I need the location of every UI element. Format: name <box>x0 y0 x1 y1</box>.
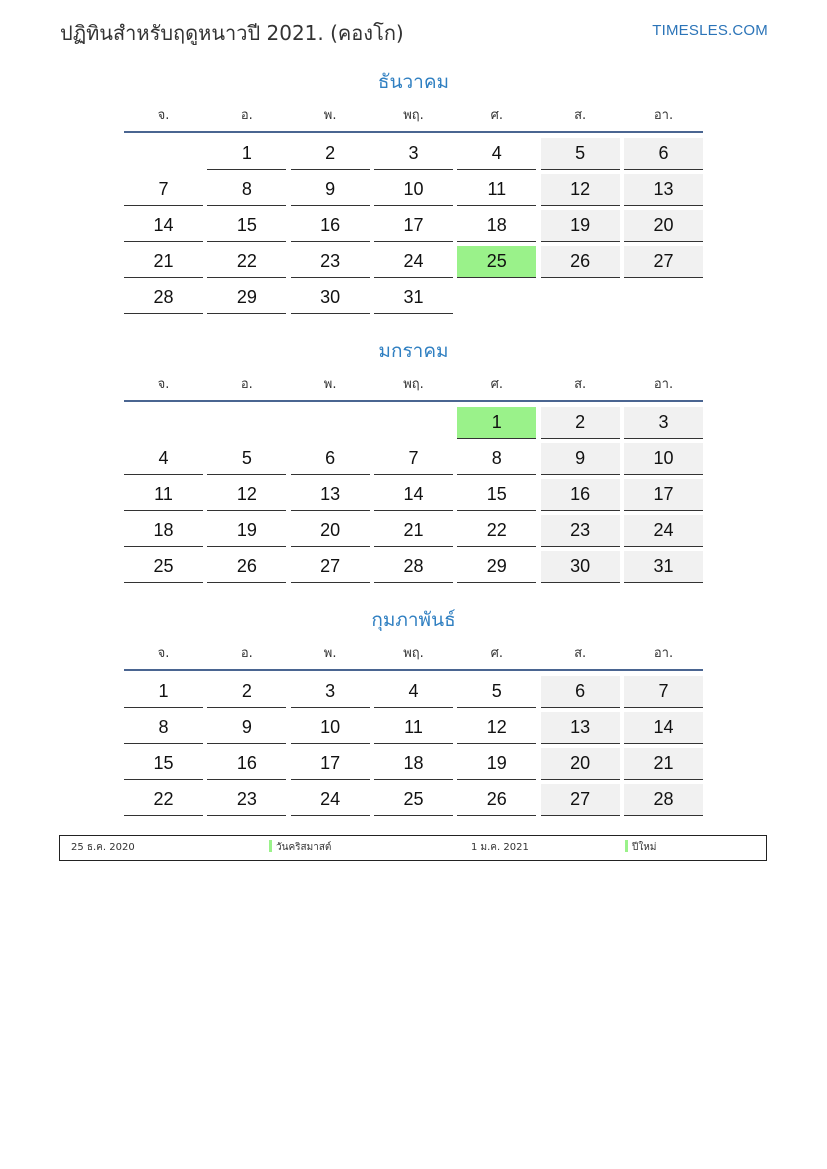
weekday-label: จ. <box>157 377 170 392</box>
day-cell: 22 <box>457 515 536 547</box>
day-cell: 23 <box>541 515 620 547</box>
legend-holiday-1 <box>269 836 331 860</box>
day-cell: 29 <box>207 282 286 314</box>
day-cell: 29 <box>457 551 536 583</box>
day-cell: 24 <box>374 246 453 278</box>
day-cell: 25 <box>374 784 453 816</box>
day-cell: 15 <box>124 748 203 780</box>
holiday-legend <box>59 835 767 861</box>
day-cell: 18 <box>374 748 453 780</box>
weekday-label: อา. <box>653 108 674 123</box>
day-cell: 22 <box>207 246 286 278</box>
weekday-label: อา. <box>653 377 674 392</box>
day-cell: 18 <box>457 210 536 242</box>
day-cell: 28 <box>124 282 203 314</box>
page-title: ปฏิทินสำหรับฤดูหนาวปี 2021. (คองโก) <box>60 21 404 45</box>
weekday-label: จ. <box>157 108 170 123</box>
day-cell: 7 <box>124 174 203 206</box>
legend-label-1: วันคริสมาสต์ <box>276 842 332 853</box>
day-cell: 12 <box>541 174 620 206</box>
weekday-header <box>124 640 703 671</box>
day-cell: 20 <box>624 210 703 242</box>
weekday-label: ศ. <box>490 108 503 123</box>
day-cell: 19 <box>541 210 620 242</box>
weekday-header <box>124 102 703 133</box>
site-logo[interactable]: TIMESLES.COM <box>652 22 768 39</box>
empty-day-cell <box>124 138 203 170</box>
day-cell: 30 <box>291 282 370 314</box>
day-grid <box>124 138 703 314</box>
month-calendar <box>124 331 703 583</box>
day-cell: 17 <box>624 479 703 511</box>
day-cell: 4 <box>124 443 203 475</box>
holiday-day-cell: 1 <box>457 407 536 439</box>
day-cell: 14 <box>374 479 453 511</box>
day-cell: 2 <box>541 407 620 439</box>
month-title: กุมภาพันธ์ <box>371 609 456 631</box>
empty-day-cell <box>374 407 453 439</box>
empty-day-cell <box>207 407 286 439</box>
holiday-day-cell: 25 <box>457 246 536 278</box>
day-cell: 11 <box>124 479 203 511</box>
empty-day-cell <box>124 407 203 439</box>
day-cell: 31 <box>624 551 703 583</box>
day-cell: 26 <box>541 246 620 278</box>
day-cell: 15 <box>457 479 536 511</box>
day-cell: 6 <box>624 138 703 170</box>
weekday-label: ส. <box>574 377 587 392</box>
day-cell: 20 <box>541 748 620 780</box>
day-cell: 5 <box>207 443 286 475</box>
day-cell: 13 <box>624 174 703 206</box>
day-cell: 16 <box>541 479 620 511</box>
day-cell: 5 <box>541 138 620 170</box>
day-cell: 20 <box>291 515 370 547</box>
day-grid <box>124 676 703 816</box>
weekday-label: ส. <box>574 108 587 123</box>
day-cell: 31 <box>374 282 453 314</box>
weekday-label: จ. <box>157 646 170 661</box>
day-cell: 8 <box>207 174 286 206</box>
day-cell: 10 <box>291 712 370 744</box>
day-cell: 2 <box>207 676 286 708</box>
weekday-label: พ. <box>323 108 337 123</box>
empty-day-cell <box>291 407 370 439</box>
day-cell: 17 <box>291 748 370 780</box>
day-cell: 9 <box>291 174 370 206</box>
month-title: ธันวาคม <box>377 71 450 93</box>
weekday-label: อ. <box>240 108 253 123</box>
day-cell: 21 <box>624 748 703 780</box>
day-cell: 4 <box>374 676 453 708</box>
day-cell: 10 <box>624 443 703 475</box>
weekday-label: อ. <box>240 646 253 661</box>
day-cell: 3 <box>624 407 703 439</box>
day-cell: 18 <box>124 515 203 547</box>
day-cell: 27 <box>624 246 703 278</box>
weekday-label: พฤ. <box>403 646 424 661</box>
day-cell: 16 <box>207 748 286 780</box>
day-cell: 10 <box>374 174 453 206</box>
day-cell: 21 <box>124 246 203 278</box>
day-cell: 28 <box>624 784 703 816</box>
day-cell: 27 <box>541 784 620 816</box>
holiday-color-marker <box>625 840 628 852</box>
day-cell: 19 <box>207 515 286 547</box>
day-cell: 8 <box>124 712 203 744</box>
month-calendar <box>124 600 703 816</box>
day-cell: 1 <box>207 138 286 170</box>
day-grid <box>124 407 703 583</box>
day-cell: 9 <box>541 443 620 475</box>
day-cell: 12 <box>457 712 536 744</box>
day-cell: 6 <box>541 676 620 708</box>
day-cell: 12 <box>207 479 286 511</box>
day-cell: 27 <box>291 551 370 583</box>
day-cell: 24 <box>624 515 703 547</box>
day-cell: 17 <box>374 210 453 242</box>
day-cell: 11 <box>374 712 453 744</box>
day-cell: 2 <box>291 138 370 170</box>
holiday-color-marker <box>269 840 272 852</box>
weekday-header <box>124 371 703 402</box>
weekday-label: อ. <box>240 377 253 392</box>
month-title: มกราคม <box>378 340 449 362</box>
day-cell: 13 <box>541 712 620 744</box>
day-cell: 8 <box>457 443 536 475</box>
day-cell: 3 <box>374 138 453 170</box>
day-cell: 26 <box>207 551 286 583</box>
day-cell: 3 <box>291 676 370 708</box>
day-cell: 22 <box>124 784 203 816</box>
day-cell: 15 <box>207 210 286 242</box>
legend-date-2: 1 ม.ค. 2021 <box>471 842 529 853</box>
day-cell: 7 <box>624 676 703 708</box>
day-cell: 4 <box>457 138 536 170</box>
weekday-label: พฤ. <box>403 377 424 392</box>
legend-holiday-2 <box>625 836 656 860</box>
day-cell: 5 <box>457 676 536 708</box>
day-cell: 23 <box>291 246 370 278</box>
weekday-label: พ. <box>323 646 337 661</box>
weekday-label: ศ. <box>490 646 503 661</box>
weekday-label: อา. <box>653 646 674 661</box>
day-cell: 7 <box>374 443 453 475</box>
day-cell: 1 <box>124 676 203 708</box>
day-cell: 28 <box>374 551 453 583</box>
day-cell: 13 <box>291 479 370 511</box>
day-cell: 6 <box>291 443 370 475</box>
day-cell: 21 <box>374 515 453 547</box>
day-cell: 14 <box>624 712 703 744</box>
day-cell: 26 <box>457 784 536 816</box>
day-cell: 16 <box>291 210 370 242</box>
day-cell: 23 <box>207 784 286 816</box>
weekday-label: ส. <box>574 646 587 661</box>
day-cell: 11 <box>457 174 536 206</box>
month-calendar <box>124 62 703 314</box>
weekday-label: พ. <box>323 377 337 392</box>
day-cell: 30 <box>541 551 620 583</box>
day-cell: 14 <box>124 210 203 242</box>
weekday-label: ศ. <box>490 377 503 392</box>
day-cell: 19 <box>457 748 536 780</box>
legend-date-1: 25 ธ.ค. 2020 <box>71 842 135 853</box>
legend-label-2: ปีใหม่ <box>632 842 657 853</box>
day-cell: 25 <box>124 551 203 583</box>
weekday-label: พฤ. <box>403 108 424 123</box>
day-cell: 24 <box>291 784 370 816</box>
day-cell: 9 <box>207 712 286 744</box>
